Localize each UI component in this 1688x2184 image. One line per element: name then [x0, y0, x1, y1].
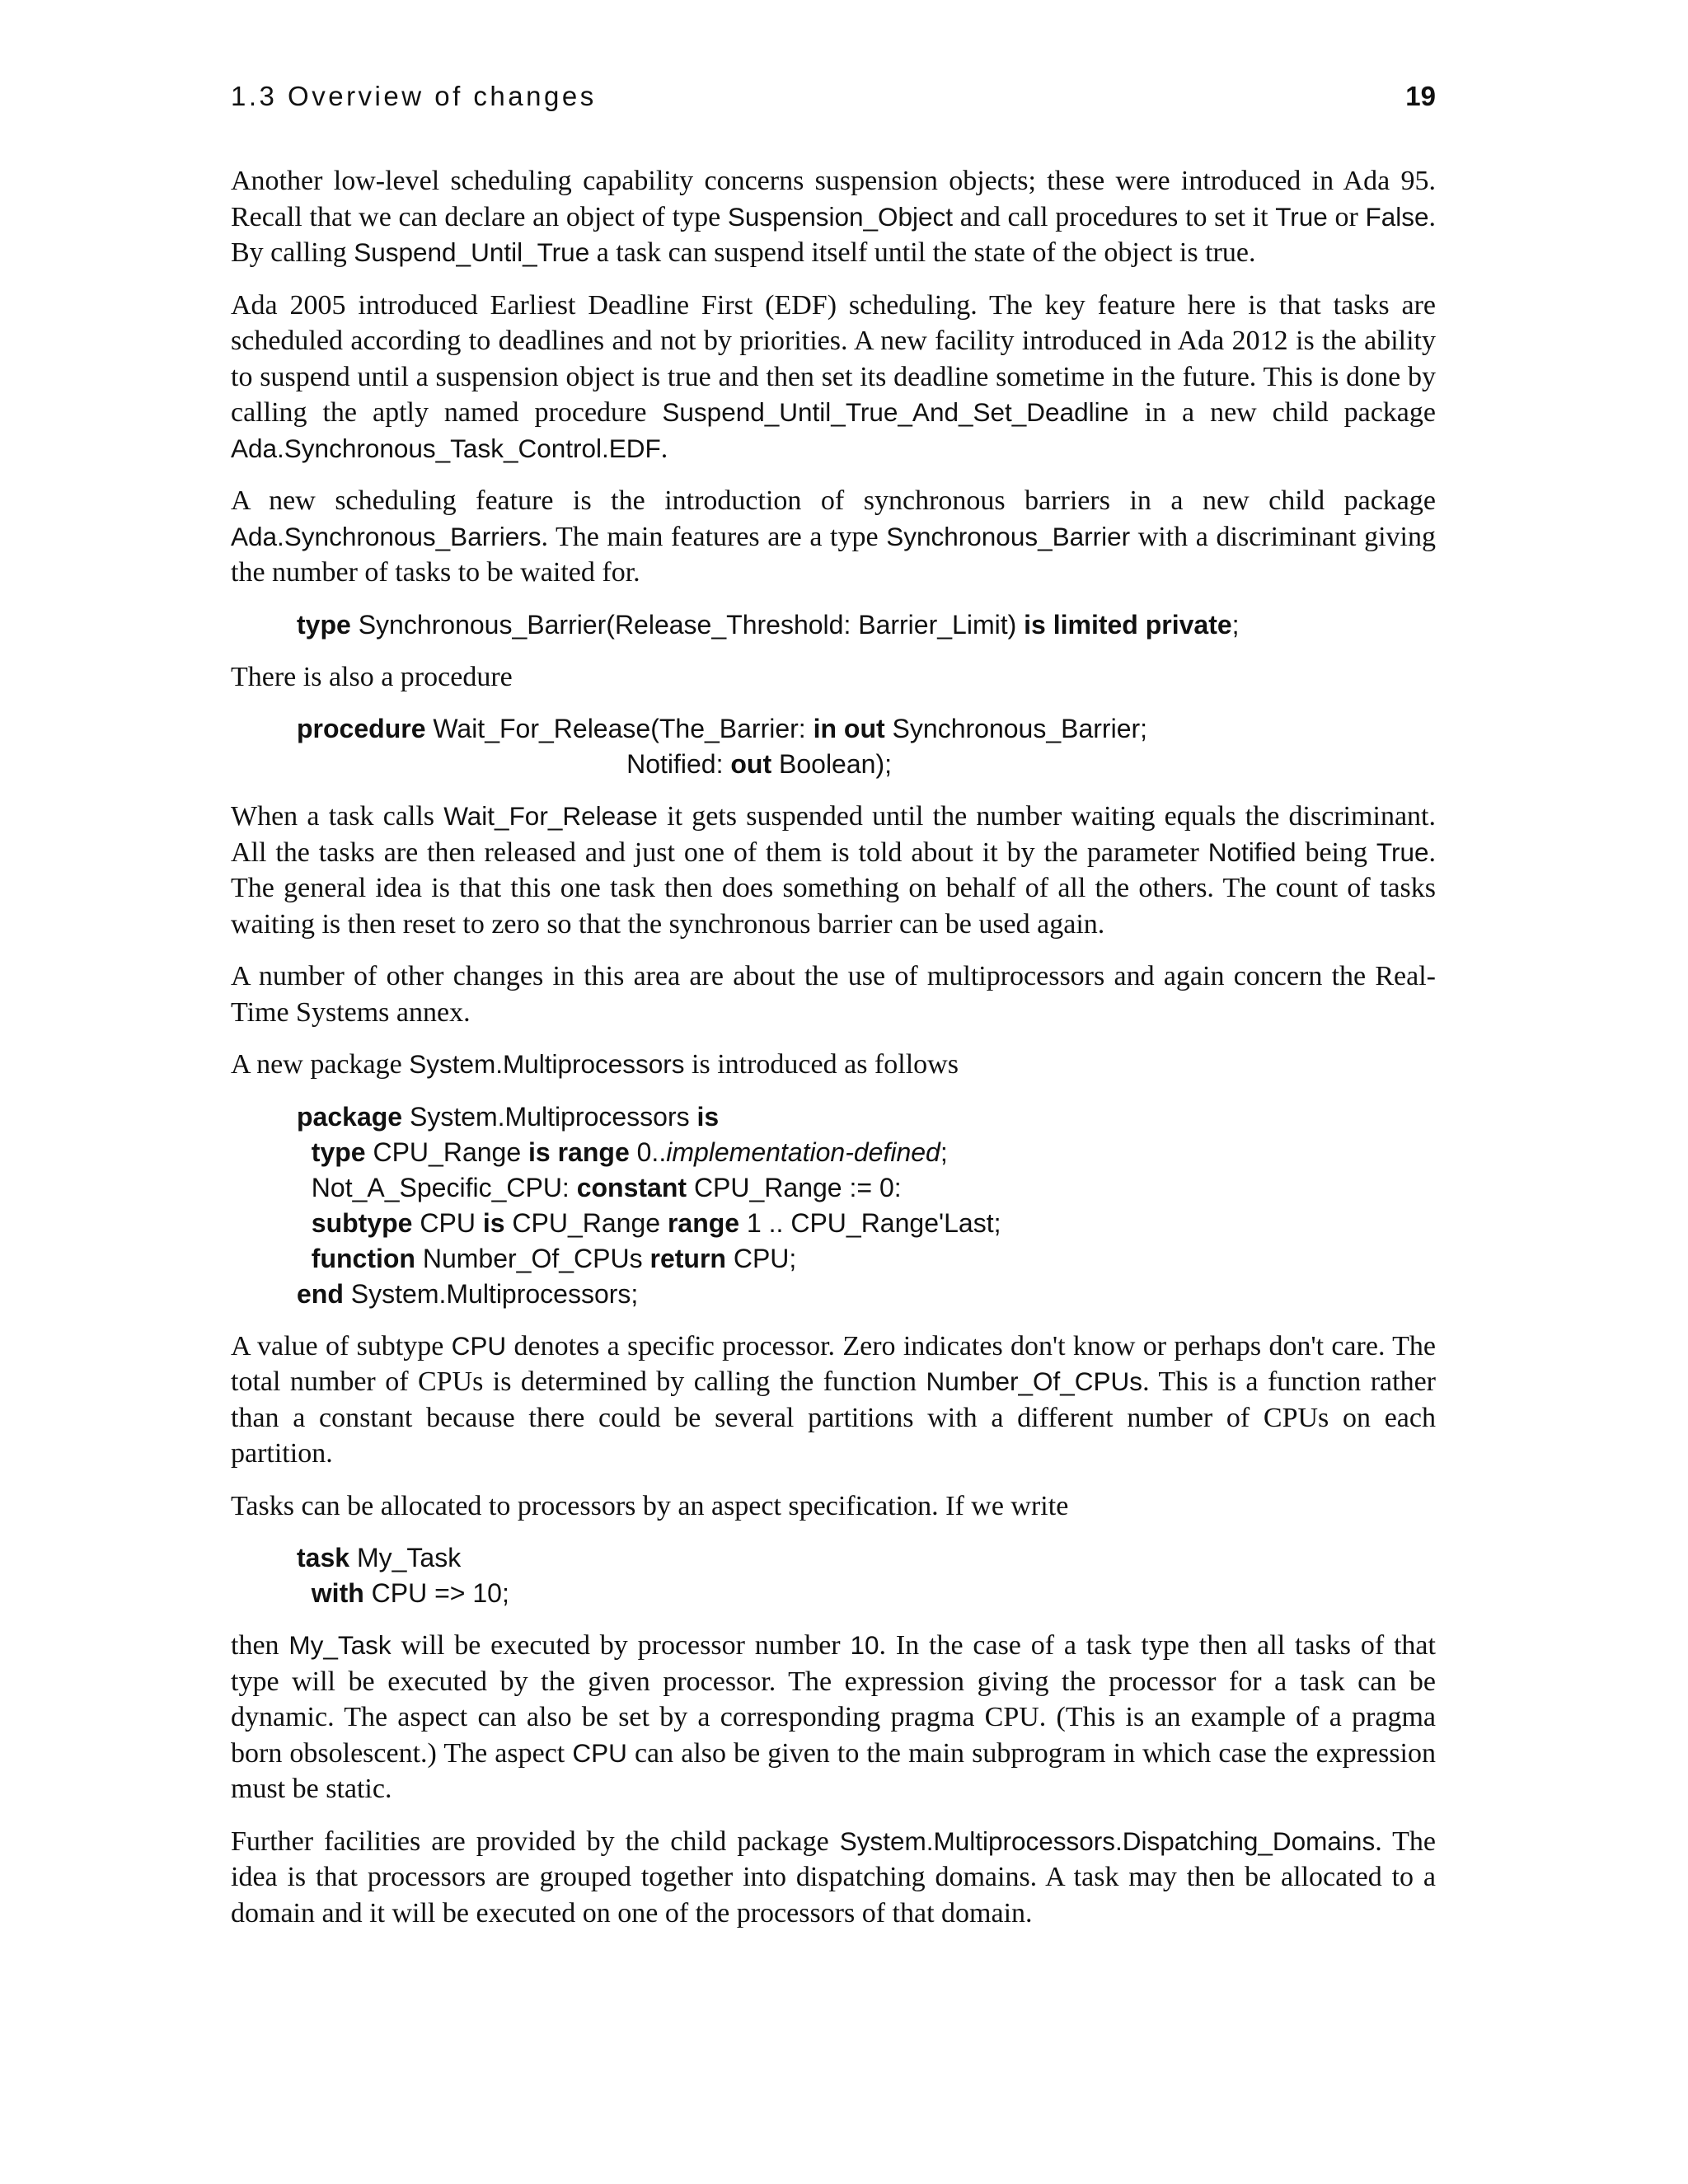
- running-header: [231, 81, 1436, 117]
- section-title: 1.3 Overview of changes: [231, 81, 597, 111]
- paragraph-edf-scheduling: Ada 2005 introduced Earliest Deadline First (EDF) scheduling. The key feature here is that tasks are scheduled according to deadlines and not by priorities. A new facility introduced in Ada 2012 is the ability to suspend until a suspension object is true and then set its deadline sometime in the future. This is done by calling the aptly named procedure Suspend_Until_True_And_Set_Deadline in a new child package Ada.Synchronous_Task_Control.EDF.: [231, 289, 1436, 464]
- paragraph-suspension-objects: Another low-level scheduling capability concerns suspension objects; these were introduced in Ada 95. Recall that we can declare an object of type Suspension_Object and call procedures to set it True or False. By calling Suspend_Until_True a task can suspend itself until the state of the object is true.: [231, 166, 1437, 268]
- code-block-barrier-type: type Synchronous_Barrier(Release_Threshold: Barrier_Limit) is limited private;: [297, 609, 1240, 640]
- paragraph-subtype-cpu: A value of subtype CPU denotes a specific processor. Zero indicates don't know or perhaps don't care. The total number of CPUs is determined by calling the function Number_Of_CPUs. This is a function rather than a constant because there could be several partitions with a different number of CPUs on each partition.: [231, 1330, 1436, 1469]
- code-block-system-multiprocessors: package System.Multiprocessors is type CPU_Range is range 0..implementation-defined; Not_A_Specific_CPU: constant CPU_Range := 0: subtype CPU is CPU_Range range 1 .. CPU_Range'Last; function Number_Of_CPUs return CPU; end System.Multiprocessors;: [297, 1101, 1001, 1309]
- page-number: 19: [1405, 81, 1436, 111]
- paragraph-synchronous-barriers: A new scheduling feature is the introduction of synchronous barriers in a new child package Ada.Synchronous_Barriers. The main features are a type Synchronous_Barrier with a discriminant giving the number of tasks to be waited for.: [231, 485, 1436, 588]
- paragraph-my-task-executed: then My_Task will be executed by processor number 10. In the case of a task type then all tasks of that type will be executed by the given processor. The expression giving the processor for a task can be dynamic. The aspect can also be set by a corresponding pragma CPU. (This is an example of a pragma born obsolescent.) The aspect CPU can also be given to the main subprogram in which case the expression must be static.: [231, 1630, 1437, 1804]
- paragraph-dispatching-domains: Further facilities are provided by the child package System.Multiprocessors.Dispatching_Domains. The idea is that processors are grouped together into dispatching domains. A task may then be allocated to a domain and it will be executed on one of the processors of that domain.: [231, 1825, 1436, 1929]
- paragraph-new-package: A new package System.Multiprocessors is introduced as follows: [231, 1049, 959, 1080]
- document-page: [231, 81, 1436, 1947]
- code-block-my-task: task My_Task with CPU => 10;: [297, 1543, 509, 1608]
- paragraph-aspect-specification: Tasks can be allocated to processors by an aspect specification. If we write: [231, 1490, 1069, 1521]
- paragraph-multiprocessors-intro: A number of other changes in this area are about the use of multiprocessors and again concern the Real-Time Systems annex.: [231, 961, 1436, 1028]
- paragraph-wait-for-release: When a task calls Wait_For_Release it gets suspended until the number waiting equals the discriminant. All the tasks are then released and just one of them is told about it by the parameter Notified being True. The general idea is that this one task then does something on behalf of all the others. The count of tasks waiting is then reset to zero so that the synchronous barrier can be used again.: [231, 801, 1437, 940]
- code-block-wait-for-release: procedure Wait_For_Release(The_Barrier: in out Synchronous_Barrier; Notified: out Boolean);: [297, 714, 1148, 779]
- paragraph-also-procedure: There is also a procedure: [231, 661, 513, 692]
